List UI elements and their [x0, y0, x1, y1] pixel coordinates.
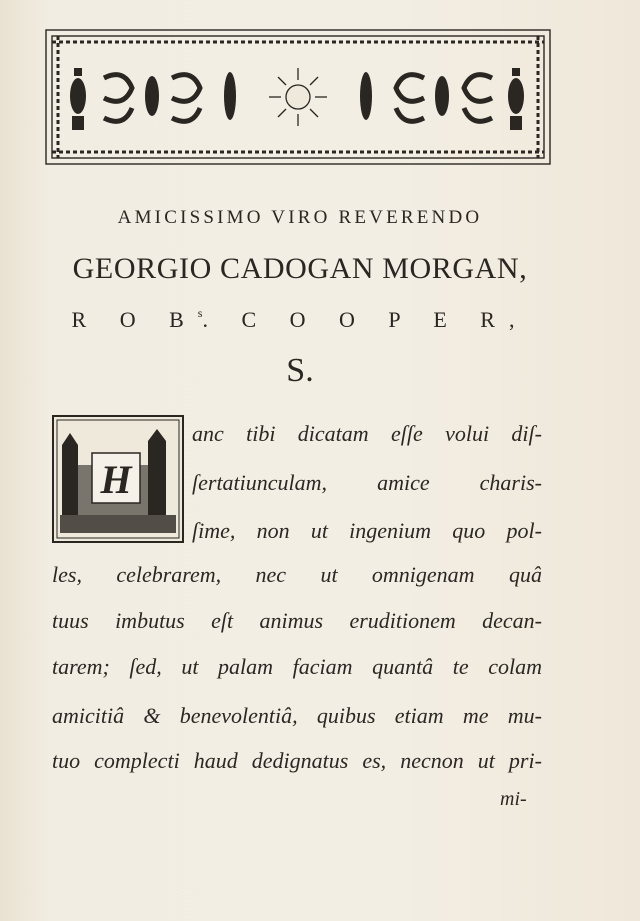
- word: charis-: [479, 470, 542, 495]
- word: les,: [52, 562, 82, 587]
- word: non: [256, 518, 290, 543]
- word: colam: [488, 654, 542, 679]
- catchword: mi-: [500, 788, 527, 810]
- word: pri-: [508, 748, 542, 773]
- text-line: [52, 748, 542, 774]
- word: ut: [320, 562, 338, 587]
- word: omnigenam: [371, 562, 475, 587]
- word: ſed,: [129, 654, 162, 679]
- word: ſime,: [192, 518, 236, 543]
- dedication-salutation: S.: [286, 352, 314, 389]
- ornamental-headpiece: [44, 28, 552, 166]
- word: ut: [181, 654, 199, 679]
- word: es,: [362, 748, 387, 773]
- word: te: [452, 654, 469, 679]
- word: diſ-: [511, 421, 542, 446]
- dedication-line-1: AMICISSIMO VIRO REVEREND​O: [117, 207, 483, 228]
- word: etiam: [394, 703, 444, 728]
- dedication-author: R O $B^s$. C O O P E R,: [71, 306, 529, 332]
- text-line: [192, 470, 542, 496]
- word: &: [143, 703, 161, 728]
- text-line: [192, 518, 542, 544]
- word: nec: [255, 562, 287, 587]
- word: pol-: [506, 518, 542, 543]
- word: benevolentiâ,: [179, 703, 298, 728]
- dropcap-letter: H: [100, 457, 132, 502]
- word: ut: [310, 518, 328, 543]
- word: decan-: [482, 608, 542, 633]
- word: palam: [218, 654, 274, 679]
- word: me: [462, 703, 489, 728]
- word: eruditionem: [349, 608, 456, 633]
- word: mu-: [507, 703, 542, 728]
- word: tarem;: [52, 654, 110, 679]
- word: animus: [259, 608, 324, 633]
- word: tuo: [52, 748, 81, 773]
- text-line: [192, 421, 542, 447]
- word: quo: [452, 518, 486, 543]
- woodcut-initial: [52, 415, 184, 543]
- word: quâ: [508, 562, 542, 587]
- word: amicitiâ: [52, 703, 125, 728]
- word: tibi: [246, 421, 276, 446]
- word: complecti: [94, 748, 180, 773]
- text-line: [52, 562, 542, 588]
- word: anc: [192, 421, 224, 446]
- text-line: [52, 654, 542, 680]
- word: eſſe: [390, 421, 423, 446]
- word: volui: [445, 421, 490, 446]
- dedication-name: GEORGIO CADOGAN MORGAN,: [72, 252, 528, 285]
- word: dicatam: [297, 421, 369, 446]
- word: dedignatus: [251, 748, 349, 773]
- word: ut: [477, 748, 495, 773]
- word: imbutus: [115, 608, 185, 633]
- text-line: [52, 703, 542, 729]
- word: eſt: [211, 608, 234, 633]
- word: ſertatiunculam,: [192, 470, 328, 495]
- word: quantâ: [372, 654, 434, 679]
- word: faciam: [292, 654, 353, 679]
- word: ingenium: [349, 518, 432, 543]
- word: necnon: [400, 748, 464, 773]
- word: amice: [377, 470, 430, 495]
- word: celebrarem,: [116, 562, 222, 587]
- word: quibus: [316, 703, 376, 728]
- word: haud: [193, 748, 238, 773]
- word: tuus: [52, 608, 89, 633]
- text-line: [52, 608, 542, 634]
